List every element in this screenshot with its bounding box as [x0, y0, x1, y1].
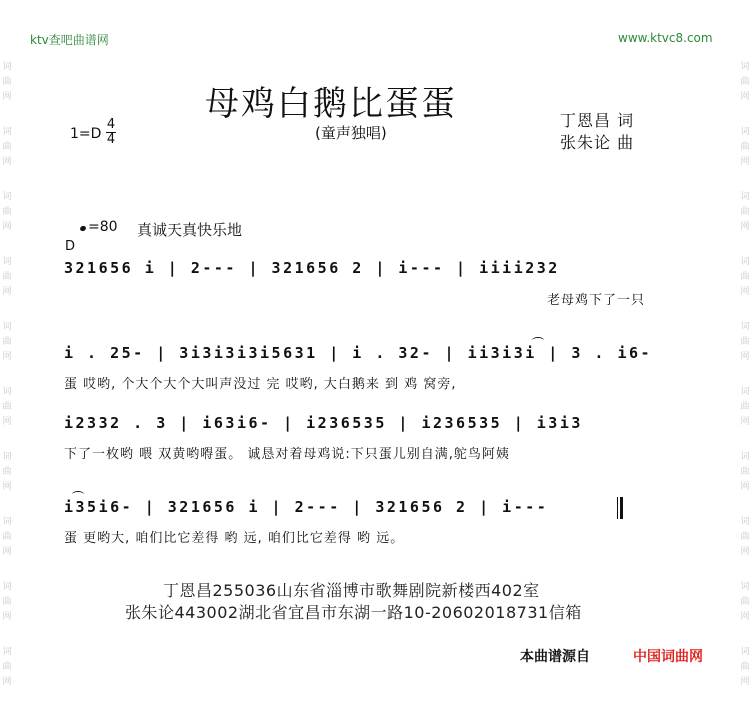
- site-name-left: ktv查吧曲谱网: [30, 33, 109, 47]
- score-line-4-lyrics: 蛋 更哟大, 咱们比它差得 哟 远, 咱们比它差得 哟 远。: [64, 531, 405, 546]
- watermark-char: 网: [740, 287, 750, 297]
- watermark-char: 网: [2, 287, 12, 297]
- quarter-note-icon: [79, 225, 86, 232]
- d-mark: D: [65, 239, 76, 254]
- watermark-char: 曲: [2, 597, 12, 607]
- watermark-char: 词: [740, 257, 750, 267]
- time-signature: [104, 118, 118, 147]
- watermark-char: 词: [2, 647, 12, 657]
- site-url-right: www.ktvc8.com: [618, 31, 713, 45]
- watermark-char: 曲: [2, 77, 12, 87]
- score-line-1-notes: 321656 i | 2--- | 321656 2 | i--- | iiii232: [64, 259, 560, 277]
- watermark-char: 词: [2, 127, 12, 137]
- watermark-char: 曲: [2, 142, 12, 152]
- watermark-char: 网: [2, 352, 12, 362]
- tempo-value: =80: [88, 219, 118, 235]
- score-line-1-lyrics: 老母鸡下了一只: [547, 293, 646, 308]
- watermark-char: 曲: [2, 402, 12, 412]
- watermark-char: 网: [740, 92, 750, 102]
- score-line-3-notes: i2332 . 3 | i63i6- | i236535 | i236535 | i3i3: [64, 414, 583, 432]
- watermark-char: 网: [2, 157, 12, 167]
- score-line-4-notes: i35i6- | 321656 i | 2--- | 321656 2 | i---: [64, 498, 549, 516]
- watermark-char: 曲: [2, 467, 12, 477]
- watermark-char: 词: [2, 517, 12, 527]
- time-signature-top: 4: [106, 117, 116, 132]
- song-title: 母鸡白鹅比蛋蛋: [205, 84, 457, 124]
- watermark-left: [2, 60, 12, 710]
- watermark-char: 词: [740, 452, 750, 462]
- watermark-char: 曲: [2, 272, 12, 282]
- slur-mark: [532, 337, 544, 344]
- watermark-char: 词: [2, 582, 12, 592]
- composer-credit: 张朱论 曲: [560, 133, 635, 152]
- watermark-char: 词: [740, 582, 750, 592]
- source-label: 本曲谱源自: [520, 649, 590, 665]
- watermark-char: 网: [2, 92, 12, 102]
- watermark-char: 曲: [740, 597, 750, 607]
- watermark-char: 曲: [740, 532, 750, 542]
- watermark-char: 词: [2, 257, 12, 267]
- final-barline: [617, 497, 623, 519]
- lyricist-address: 丁恩昌255036山东省淄博市歌舞剧院新楼西402室: [163, 581, 540, 600]
- watermark-char: 网: [740, 482, 750, 492]
- watermark-char: 曲: [740, 142, 750, 152]
- slur-mark-2: [72, 491, 84, 498]
- watermark-char: 网: [2, 482, 12, 492]
- watermark-char: 词: [2, 387, 12, 397]
- song-subtitle: (童声独唱): [315, 124, 387, 142]
- watermark-char: 词: [740, 192, 750, 202]
- watermark-char: 网: [740, 612, 750, 622]
- watermark-char: 曲: [2, 207, 12, 217]
- expression-mark: 真诚天真快乐地: [137, 221, 243, 239]
- score-line-2-lyrics: 蛋 哎哟, 个大个大个大叫声没过 完 哎哟, 大白鹅来 到 鸡 窝旁,: [64, 377, 457, 392]
- watermark-char: 网: [740, 417, 750, 427]
- watermark-char: 词: [2, 62, 12, 72]
- watermark-char: 网: [2, 677, 12, 687]
- watermark-char: 曲: [740, 207, 750, 217]
- watermark-char: 曲: [2, 532, 12, 542]
- time-signature-bottom: 4: [106, 132, 116, 147]
- composer-address: 张朱论443002湖北省宜昌市东湖一路10-20602018731信箱: [125, 603, 582, 622]
- watermark-char: 曲: [740, 467, 750, 477]
- tempo-mark: [80, 219, 118, 235]
- watermark-char: 曲: [2, 662, 12, 672]
- watermark-char: 网: [740, 222, 750, 232]
- watermark-char: 词: [2, 452, 12, 462]
- watermark-right: [740, 60, 750, 710]
- watermark-char: 曲: [2, 337, 12, 347]
- watermark-char: 词: [740, 322, 750, 332]
- score-line-2-notes: i . 25- | 3i3i3i3i5631 | i . 32- | ii3i3i | 3 . i6-: [64, 344, 653, 362]
- watermark-char: 曲: [740, 337, 750, 347]
- watermark-char: 词: [2, 322, 12, 332]
- watermark-char: 网: [740, 677, 750, 687]
- watermark-char: 网: [740, 157, 750, 167]
- watermark-char: 曲: [740, 662, 750, 672]
- watermark-char: 网: [2, 612, 12, 622]
- source-site-link[interactable]: 中国词曲网: [633, 649, 703, 665]
- watermark-char: 曲: [740, 272, 750, 282]
- watermark-char: 曲: [740, 402, 750, 412]
- watermark-char: 网: [2, 222, 12, 232]
- watermark-char: 网: [2, 417, 12, 427]
- watermark-char: 网: [740, 352, 750, 362]
- watermark-char: 词: [2, 192, 12, 202]
- watermark-char: 网: [2, 547, 12, 557]
- watermark-char: 词: [740, 127, 750, 137]
- watermark-char: 词: [740, 647, 750, 657]
- key-signature: 1=D: [70, 126, 102, 142]
- watermark-char: 词: [740, 387, 750, 397]
- watermark-char: 词: [740, 62, 750, 72]
- watermark-char: 网: [740, 547, 750, 557]
- watermark-char: 曲: [740, 77, 750, 87]
- lyricist-credit: 丁恩昌 词: [560, 111, 635, 130]
- watermark-char: 词: [740, 517, 750, 527]
- score-line-3-lyrics: 下了一枚哟 喂 双黄哟嘚蛋。 诚恳对着母鸡说:下只蛋儿别自满,鸵鸟阿姨: [64, 447, 510, 462]
